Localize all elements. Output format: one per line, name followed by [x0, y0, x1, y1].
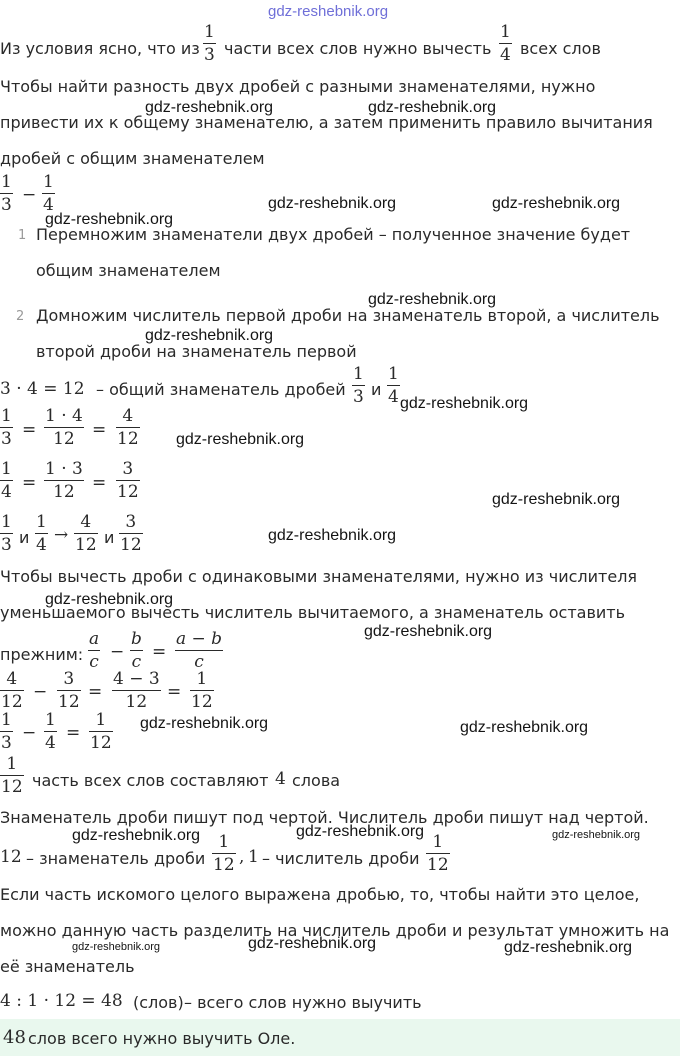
watermark-13: gdz-reshebnik.org	[364, 623, 493, 640]
calc1-fraction-b: 3 12	[58, 669, 80, 712]
rule-diff-line-3: дробей с общим знаменателем	[0, 149, 265, 168]
answer-text: слов всего нужно выучить Оле.	[28, 1029, 296, 1048]
watermark-21: gdz-reshebnik.org	[504, 939, 633, 956]
formula-minus: −	[110, 642, 125, 662]
step-2-line-1: Домножим числитель первой дроби на знаменатель второй, а числитель	[36, 306, 660, 325]
part-text: часть всех слов составляют	[32, 771, 269, 790]
calc2-result: 1 12	[90, 710, 112, 753]
final-expression: 4 : 1 · 12 = 48	[0, 991, 123, 1011]
calc2-fraction-b: 1 4	[45, 710, 56, 753]
watermark-17: gdz-reshebnik.org	[296, 823, 425, 840]
watermark-5: gdz-reshebnik.org	[45, 211, 174, 228]
watermark-10: gdz-reshebnik.org	[492, 491, 621, 508]
watermark-16: gdz-reshebnik.org	[72, 827, 201, 844]
watermark-19: gdz-reshebnik.org	[72, 941, 161, 953]
summary-fraction-b: 1 4	[36, 512, 47, 555]
conv2-rhs: 3 12	[117, 459, 139, 502]
intro-text-after: всех слов	[520, 39, 601, 58]
rule-diff-line-1: Чтобы найти разность двух дробей с разными знаменателями, нужно	[0, 77, 596, 96]
conv2-eq-2: =	[92, 473, 107, 493]
conv2-lhs: 1 4	[1, 459, 12, 502]
summary-fraction-c: 4 12	[75, 512, 97, 555]
expr-fraction-1-4: 1 4	[43, 172, 54, 215]
conv1-mid: 1 · 4 12	[45, 406, 83, 449]
rule-numden: Знаменатель дроби пишут под чертой. Числитель дроби пишут над чертой.	[0, 808, 649, 827]
rule-whole-line-3: её знаменатель	[0, 957, 135, 976]
watermark-9: gdz-reshebnik.org	[176, 431, 305, 448]
numden-text-2: – числитель дроби	[262, 849, 420, 868]
common-denom-and: и	[371, 380, 382, 399]
watermark-12: gdz-reshebnik.org	[45, 591, 174, 608]
step-1-number: 1	[18, 228, 27, 243]
intro-text-middle: части всех слов нужно вычесть	[224, 39, 492, 58]
formula-fraction-b: b c	[131, 629, 142, 672]
calc2-minus: −	[22, 723, 37, 743]
formula-label: прежним:	[0, 645, 84, 664]
numden-12: 12	[0, 847, 22, 867]
expr-fraction-1-3: 1 3	[1, 172, 12, 215]
calc2-equals: =	[66, 723, 81, 743]
numden-fraction-2: 1 12	[427, 832, 449, 875]
conv1-eq-1: =	[22, 420, 37, 440]
intro-fraction-1-3: 1 3	[204, 22, 215, 65]
watermark-2: gdz-reshebnik.org	[368, 99, 497, 116]
formula-fraction-a: a c	[89, 629, 100, 672]
summary-arrow: →	[54, 525, 69, 545]
rule-whole-line-1: Если часть искомого целого выражена дробью, то, чтобы найти это целое,	[0, 885, 640, 904]
watermark-15: gdz-reshebnik.org	[460, 719, 589, 736]
common-denom-text: – общий знаменатель дробей	[96, 380, 346, 399]
watermark-top: gdz-reshebnik.org	[268, 3, 389, 20]
step-2-line-2: второй дроби на знаменатель первой	[36, 342, 357, 361]
rule-same-line-1: Чтобы вычесть дроби с одинаковыми знаменателями, нужно из числителя	[0, 567, 638, 586]
calc1-fraction-a: 4 12	[1, 669, 23, 712]
step-1-line-1: Перемножим знаменатели двух дробей – полученное значение будет	[36, 225, 631, 244]
numden-fraction-1: 1 12	[213, 832, 235, 875]
intro-text-before: Из условия ясно, что из	[0, 39, 200, 58]
conv2-eq-1: =	[22, 473, 37, 493]
calc2-fraction-a: 1 3	[1, 710, 12, 753]
watermark-8: gdz-reshebnik.org	[400, 395, 529, 412]
summary-fraction-e: 3 12	[120, 512, 142, 555]
part-fraction: 1 12	[1, 754, 23, 797]
summary-and-2: и	[104, 528, 115, 547]
conv1-lhs: 1 3	[1, 406, 12, 449]
watermark-1: gdz-reshebnik.org	[145, 99, 274, 116]
part-number: 4	[275, 769, 286, 789]
watermark-3: gdz-reshebnik.org	[268, 195, 397, 212]
step-1-line-2: общим знаменателем	[36, 261, 221, 280]
answer-number: 48	[3, 1027, 26, 1048]
summary-fraction-a: 1 3	[1, 512, 12, 555]
intro-fraction-1-4: 1 4	[500, 22, 511, 65]
common-denom-fraction-1-4: 1 4	[388, 364, 399, 407]
formula-equals: =	[152, 642, 167, 662]
numden-text-1: – знаменатель дроби	[26, 849, 206, 868]
watermark-6: gdz-reshebnik.org	[368, 291, 497, 308]
watermark-4: gdz-reshebnik.org	[492, 195, 621, 212]
final-text: – всего слов нужно выучить	[184, 993, 422, 1012]
expr-minus-sign: −	[22, 185, 37, 205]
common-denom-expression: 3 · 4 = 12	[0, 379, 85, 399]
conv1-eq-2: =	[92, 420, 107, 440]
answer-box	[0, 1019, 680, 1056]
rule-whole-line-2: можно данную часть разделить на числитель дроби и результат умножить на	[0, 921, 670, 940]
rule-diff-line-2: привести их к общему знаменателю, а затем применить правило вычитания	[0, 113, 653, 132]
summary-and-1: и	[19, 528, 30, 547]
watermark-14: gdz-reshebnik.org	[140, 715, 269, 732]
numden-1: 1	[248, 847, 259, 867]
step-2-number: 2	[16, 309, 25, 324]
watermark-18: gdz-reshebnik.org	[552, 829, 641, 841]
watermark-20: gdz-reshebnik.org	[248, 935, 377, 952]
calc1-equals-2: =	[167, 682, 182, 702]
calc1-result: 1 12	[191, 669, 213, 712]
conv1-rhs: 4 12	[117, 406, 139, 449]
watermark-7: gdz-reshebnik.org	[145, 327, 274, 344]
conv2-mid: 1 · 3 12	[45, 459, 83, 502]
rule-same-line-2: уменьшаемого вычесть числитель вычитаемого, а знаменатель оставить	[0, 603, 626, 622]
final-unit: (слов)	[133, 993, 184, 1012]
calc1-equals-1: =	[88, 682, 103, 702]
numden-comma: ,	[239, 847, 245, 867]
calc1-mid: 4 − 3 12	[113, 669, 160, 712]
calc1-minus: −	[33, 682, 48, 702]
common-denom-fraction-1-3: 1 3	[353, 364, 364, 407]
watermark-11: gdz-reshebnik.org	[268, 527, 397, 544]
formula-result: a − b c	[176, 629, 223, 672]
part-unit: слова	[292, 771, 341, 790]
